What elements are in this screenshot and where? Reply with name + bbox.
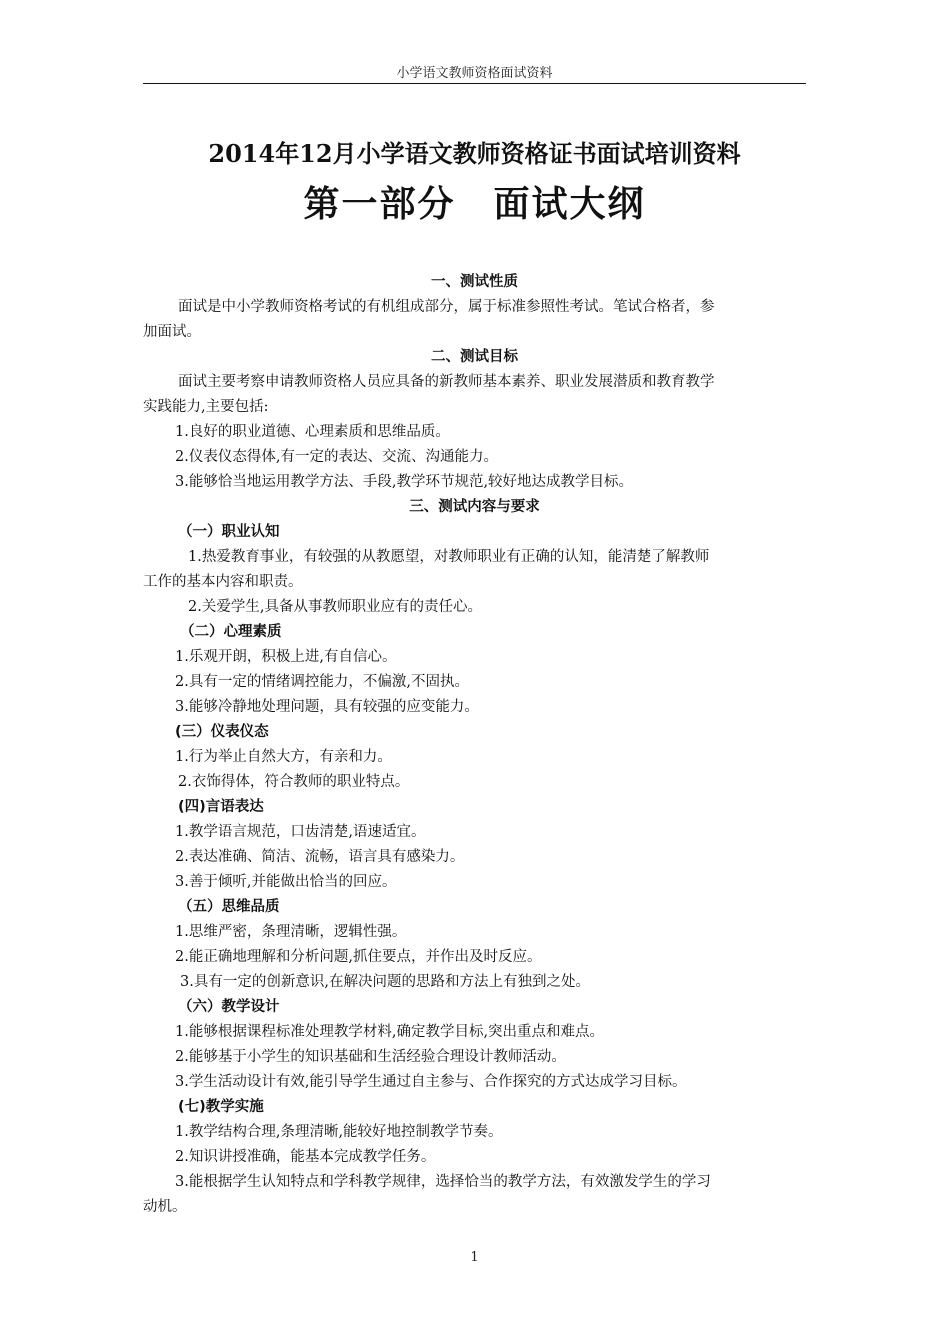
- subsection-title: （六）教学设计: [178, 999, 280, 1015]
- list-item: 1.教学语言规范，口齿清楚,语速适宜。: [175, 824, 426, 840]
- list-item: 工作的基本内容和职责。: [143, 574, 303, 590]
- list-item: 3.具有一定的创新意识,在解决问题的思路和方法上有独到之处。: [180, 974, 590, 990]
- subsection-title: (三）仪表仪态: [175, 724, 269, 740]
- list-item: 1.乐观开朗，积极上进,有自信心。: [175, 649, 397, 665]
- list-item: 2.仪表仪态得体,有一定的表达、交流、沟通能力。: [175, 449, 498, 465]
- subsection-title: （一）职业认知: [178, 524, 280, 540]
- list-item: 1.思维严密，条理清晰，逻辑性强。: [175, 924, 407, 940]
- section-heading: 三、测试内容与要求: [409, 499, 540, 515]
- subsection-title: （五）思维品质: [178, 899, 280, 915]
- list-item: 1.教学结构合理,条理清晰,能较好地控制教学节奏。: [175, 1124, 503, 1140]
- list-item: 3.能根据学生认知特点和学科教学规律，选择恰当的教学方法，有效激发学生的学习: [175, 1174, 711, 1190]
- section-heading: 二、测试目标: [431, 349, 518, 365]
- list-item: 2.能够基于小学生的知识基础和生活经验合理设计教师活动。: [175, 1049, 566, 1065]
- document-title: 2014年12月小学语文教师资格证书面试培训资料: [208, 139, 741, 168]
- subsection-title: （二）心理素质: [180, 624, 282, 640]
- list-item: 1.良好的职业道德、心理素质和思维品质。: [175, 424, 450, 440]
- list-item: 动机。: [143, 1199, 187, 1215]
- paragraph-line: 面试是中小学教师资格考试的有机组成部分，属于标准参照性考试。笔试合格者，参: [178, 299, 715, 315]
- page-number: 1: [470, 1250, 479, 1265]
- list-item: 2.知识讲授准确，能基本完成教学任务。: [175, 1149, 436, 1165]
- list-item: 2.具有一定的情绪调控能力，不偏激,不固执。: [175, 674, 469, 690]
- list-item: 2.能正确地理解和分析问题,抓住要点，并作出及时反应。: [175, 949, 542, 965]
- subsection-title: (七)教学实施: [178, 1099, 264, 1115]
- part-title: 第一部分 面试大纲: [303, 184, 646, 225]
- list-item: 3.能够恰当地运用教学方法、手段,教学环节规范,较好地达成教学目标。: [175, 474, 634, 490]
- page-header: 小学语文教师资格面试资料: [396, 66, 553, 81]
- list-item: 2.衣饰得体，符合教师的职业特点。: [178, 774, 410, 790]
- section-heading: 一、测试性质: [431, 274, 518, 290]
- subsection-title: (四)言语表达: [178, 799, 264, 815]
- paragraph-line: 面试主要考察申请教师资格人员应具备的新教师基本素养、职业发展潜质和教育教学: [178, 374, 715, 390]
- list-item: 3.学生活动设计有效,能引导学生通过自主参与、合作探究的方式达成学习目标。: [175, 1074, 687, 1090]
- paragraph-line: 加面试。: [143, 324, 201, 340]
- header-rule: [143, 83, 806, 84]
- list-item: 2.表达准确、简洁、流畅，语言具有感染力。: [175, 849, 465, 865]
- paragraph-line: 实践能力,主要包括:: [143, 399, 269, 415]
- list-item: 3.善于倾听,并能做出恰当的回应。: [175, 874, 397, 890]
- list-item: 2.关爱学生,具备从事教师职业应有的责任心。: [188, 599, 482, 615]
- list-item: 1.热爱教育事业，有较强的从教愿望，对教师职业有正确的认知，能清楚了解教师: [188, 549, 710, 565]
- list-item: 1.能够根据课程标准处理教学材料,确定教学目标,突出重点和难点。: [175, 1024, 605, 1040]
- list-item: 3.能够冷静地处理问题，具有较强的应变能力。: [175, 699, 479, 715]
- list-item: 1.行为举止自然大方，有亲和力。: [175, 749, 392, 765]
